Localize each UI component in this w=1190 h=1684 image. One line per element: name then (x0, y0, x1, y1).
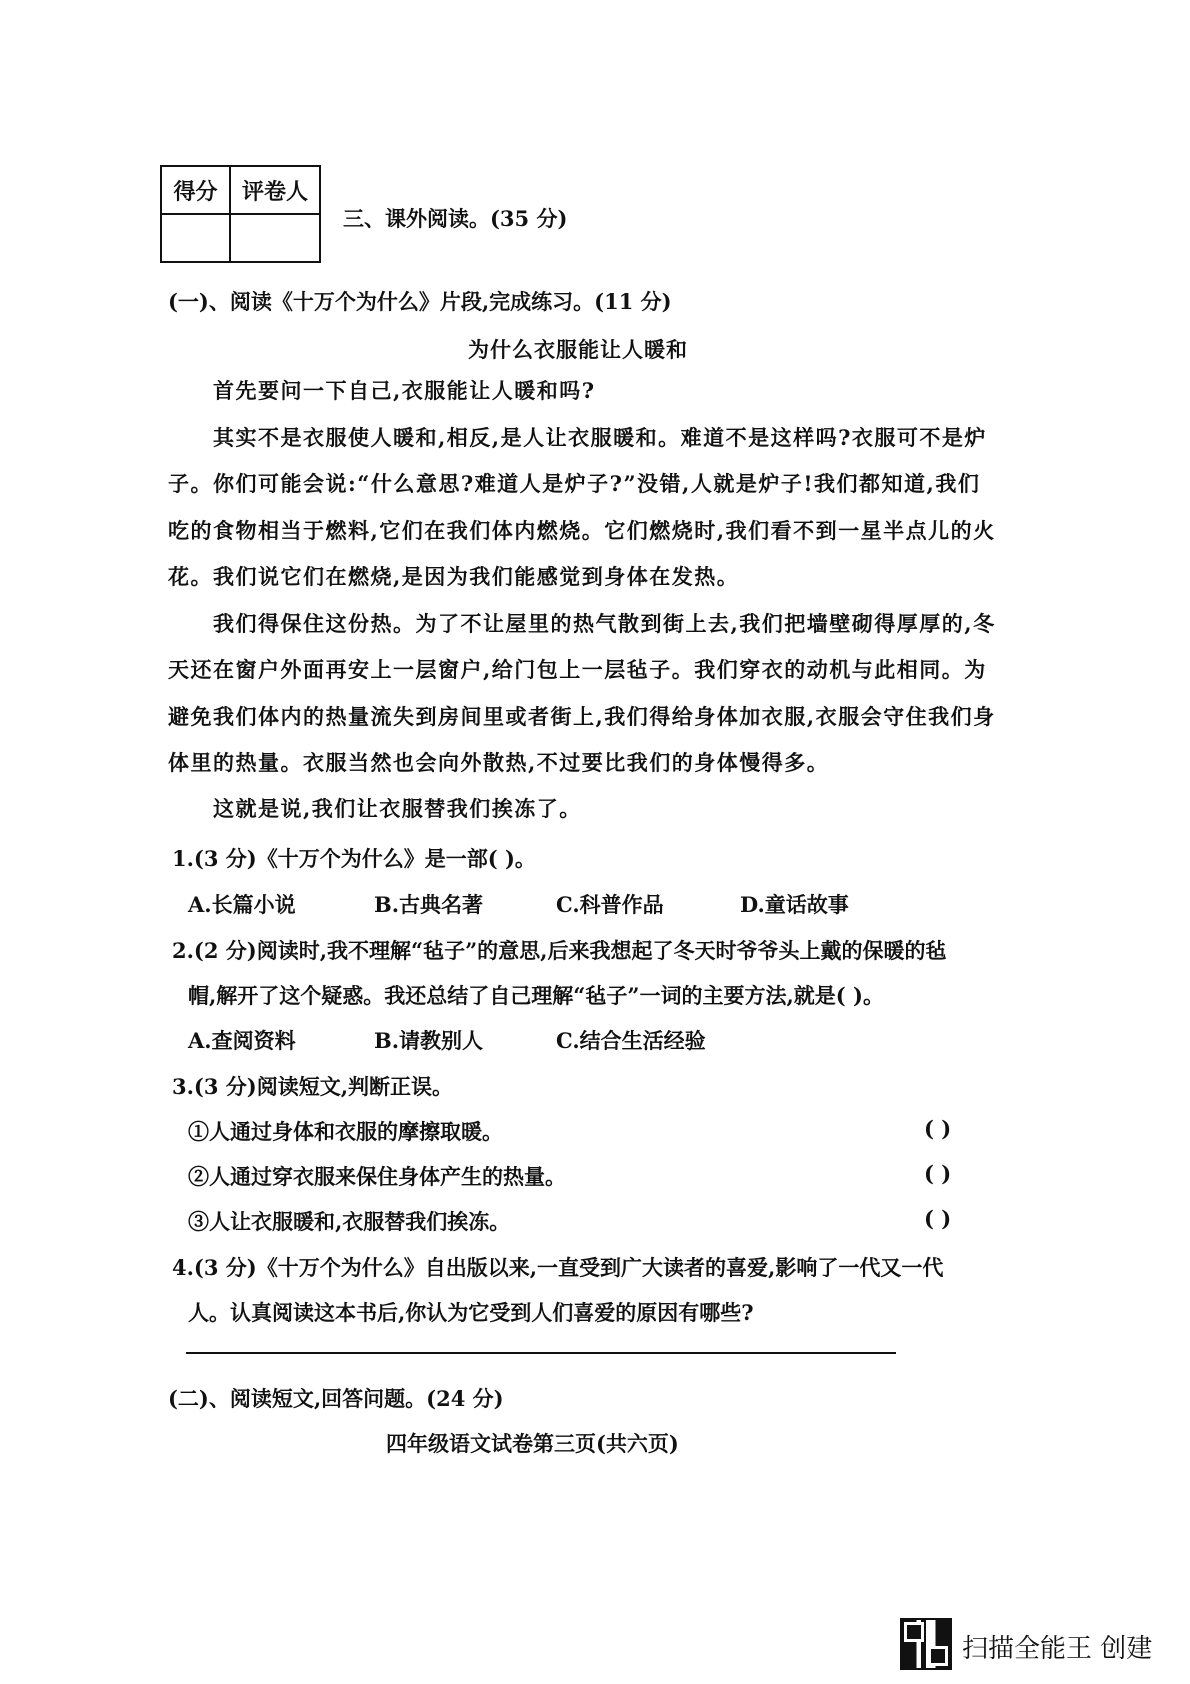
q2-stem-line-2: 帽,解开了这个疑惑。我还总结了自己理解“毡子”一词的主要方法,就是( )。 (188, 983, 884, 1008)
paragraph-1: 首先要问一下自己,衣服能让人暖和吗? (213, 378, 596, 403)
paragraph-3-line-4: 体里的热量。衣服当然也会向外散热,不过要比我们的身体慢得多。 (168, 750, 830, 775)
article-title: 为什么衣服能让人暖和 (468, 337, 688, 362)
q1-option-b: B.古典名著 (374, 892, 484, 917)
q1-stem: 1.(3 分)《十万个为什么》是一部( )。 (172, 846, 536, 871)
q1-option-c: C.科普作品 (556, 892, 664, 917)
q2-option-b: B.请教别人 (374, 1028, 484, 1053)
scanner-brand-label: 扫描全能王 创建 (962, 1634, 1153, 1664)
section3-title: 三、课外阅读。(35 分) (343, 206, 568, 231)
page-footer: 四年级语文试卷第三页(共六页) (386, 1431, 679, 1456)
score-header: 得分 (161, 166, 230, 214)
q4-answer-line[interactable] (186, 1352, 896, 1354)
paragraph-2-line-1: 其实不是衣服使人暖和,相反,是人让衣服暖和。难道不是这样吗?衣服可不是炉 (213, 425, 987, 450)
q2-option-c: C.结合生活经验 (556, 1028, 706, 1053)
paragraph-3-line-2: 天还在窗户外面再安上一层窗户,给门包上一层毡子。我们穿衣的动机与此相同。为 (168, 657, 987, 682)
paragraph-2-line-3: 吃的食物相当于燃料,它们在我们体内燃烧。它们燃烧时,我们看不到一星半点儿的火 (168, 518, 996, 543)
q3-item-1-blank[interactable]: ( ) (924, 1116, 952, 1141)
paragraph-4: 这就是说,我们让衣服替我们挨冻了。 (213, 796, 582, 821)
q4-stem-line-1: 4.(3 分)《十万个为什么》自出版以来,一直受到广大读者的喜爱,影响了一代又一代 (172, 1255, 944, 1280)
q2-stem-line-1: 2.(2 分)阅读时,我不理解“毡子”的意思,后来我想起了冬天时爷爷头上戴的保暖的毡 (172, 938, 947, 963)
q4-stem-line-2: 人。认真阅读这本书后,你认为它受到人们喜爱的原因有哪些? (188, 1300, 754, 1325)
q2-option-a: A.查阅资料 (188, 1028, 296, 1053)
grader-header: 评卷人 (230, 166, 320, 214)
qr-code-icon (900, 1618, 952, 1670)
paragraph-3-line-3: 避免我们体内的热量流失到房间里或者街上,我们得给身体加衣服,衣服会守住我们身 (168, 704, 996, 729)
q3-item-2: ②人通过穿衣服来保住身体产生的热量。 (188, 1164, 566, 1189)
score-box (160, 165, 321, 263)
paragraph-3-line-1: 我们得保住这份热。为了不让屋里的热气散到街上去,我们把墙壁砌得厚厚的,冬 (213, 611, 996, 636)
q3-item-2-blank[interactable]: ( ) (924, 1161, 952, 1186)
paragraph-2-line-2: 子。你们可能会说:“什么意思?难道人是炉子?”没错,人就是炉子!我们都知道,我们 (168, 471, 981, 496)
q3-item-3-blank[interactable]: ( ) (924, 1206, 952, 1231)
q1-option-d: D.童话故事 (740, 892, 849, 917)
q3-item-1: ①人通过身体和衣服的摩擦取暖。 (188, 1119, 503, 1144)
part1-heading: (一)、阅读《十万个为什么》片段,完成练习。(11 分) (168, 289, 672, 314)
paragraph-2-line-4: 花。我们说它们在燃烧,是因为我们能感觉到身体在发热。 (168, 564, 740, 589)
part2-heading: (二)、阅读短文,回答问题。(24 分) (168, 1386, 504, 1411)
grader-cell (230, 214, 320, 262)
score-cell (161, 214, 230, 262)
q3-item-3: ③人让衣服暖和,衣服替我们挨冻。 (188, 1209, 511, 1234)
q3-stem: 3.(3 分)阅读短文,判断正误。 (172, 1074, 454, 1099)
q1-option-a: A.长篇小说 (188, 892, 296, 917)
